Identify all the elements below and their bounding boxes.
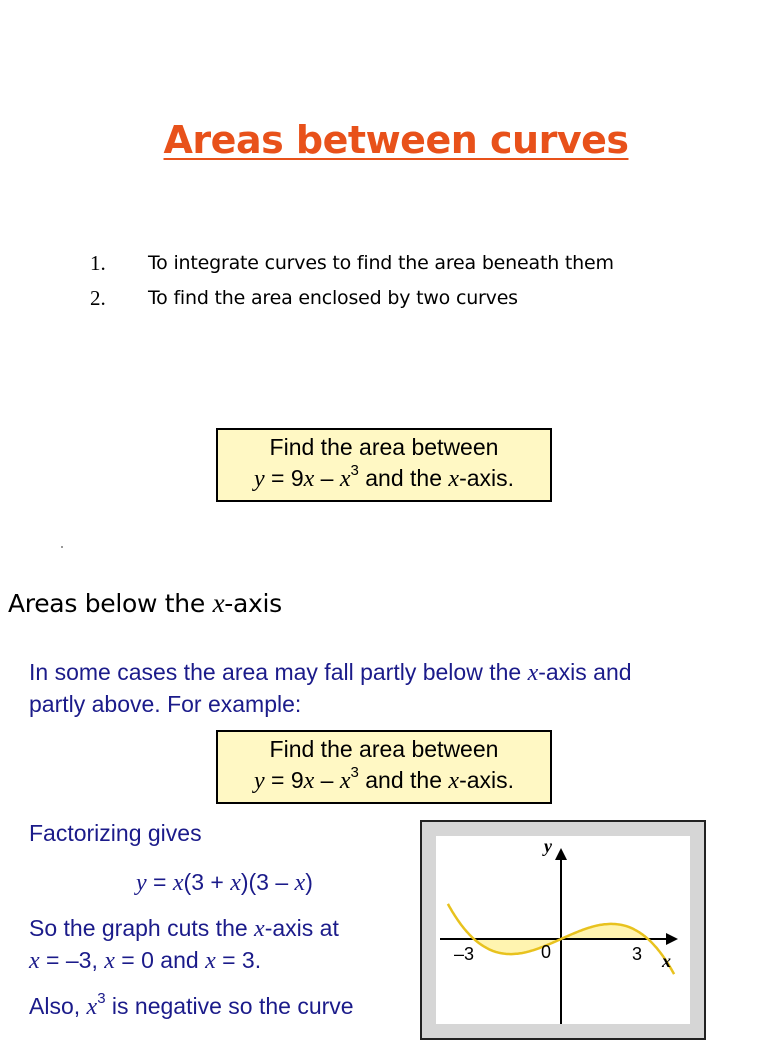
also-paragraph: Also, $x^3$ is negative so the curve [29,990,354,1020]
cubic-graph [436,836,690,1024]
tick-label-0: 0 [541,942,552,962]
intro-paragraph: In some cases the area may fall partly below the x-axis and partly above. For example: [29,659,632,717]
objective-text-2: To find the area enclosed by two curves [148,287,518,309]
objective-number-2: 2. [90,286,106,310]
box-line-2: $y = 9x - x^3$ and the x-axis. [253,764,515,794]
tick-label-neg3: –3 [454,944,475,964]
box-line-1: Find the area between [269,434,499,460]
factorized-equation: y = x(3 + x)(3 – x) [136,869,313,896]
box-line-1: Find the area between [269,736,499,762]
objective-number-1: 1. [90,251,106,275]
graph-plot-area [436,836,690,1024]
stray-dot [61,546,63,548]
factorizing-text: Factorizing gives [29,820,202,846]
page-title: Areas between curves [163,118,629,162]
find-area-box-2 [216,730,552,804]
objective-text-1: To integrate curves to find the area beneath them [148,252,614,274]
find-area-box-1 [216,428,552,502]
x-axis-label: x [662,951,671,971]
y-axis-label: y [544,836,552,856]
tick-label-3: 3 [632,944,643,964]
section-heading: Areas below the x-axis [8,588,282,618]
box-line-2: $y = 9x - x^3$ and the x-axis. [253,462,515,492]
roots-paragraph: So the graph cuts the x-axis at x = –3, x = 0 and x = 3. [29,915,339,974]
